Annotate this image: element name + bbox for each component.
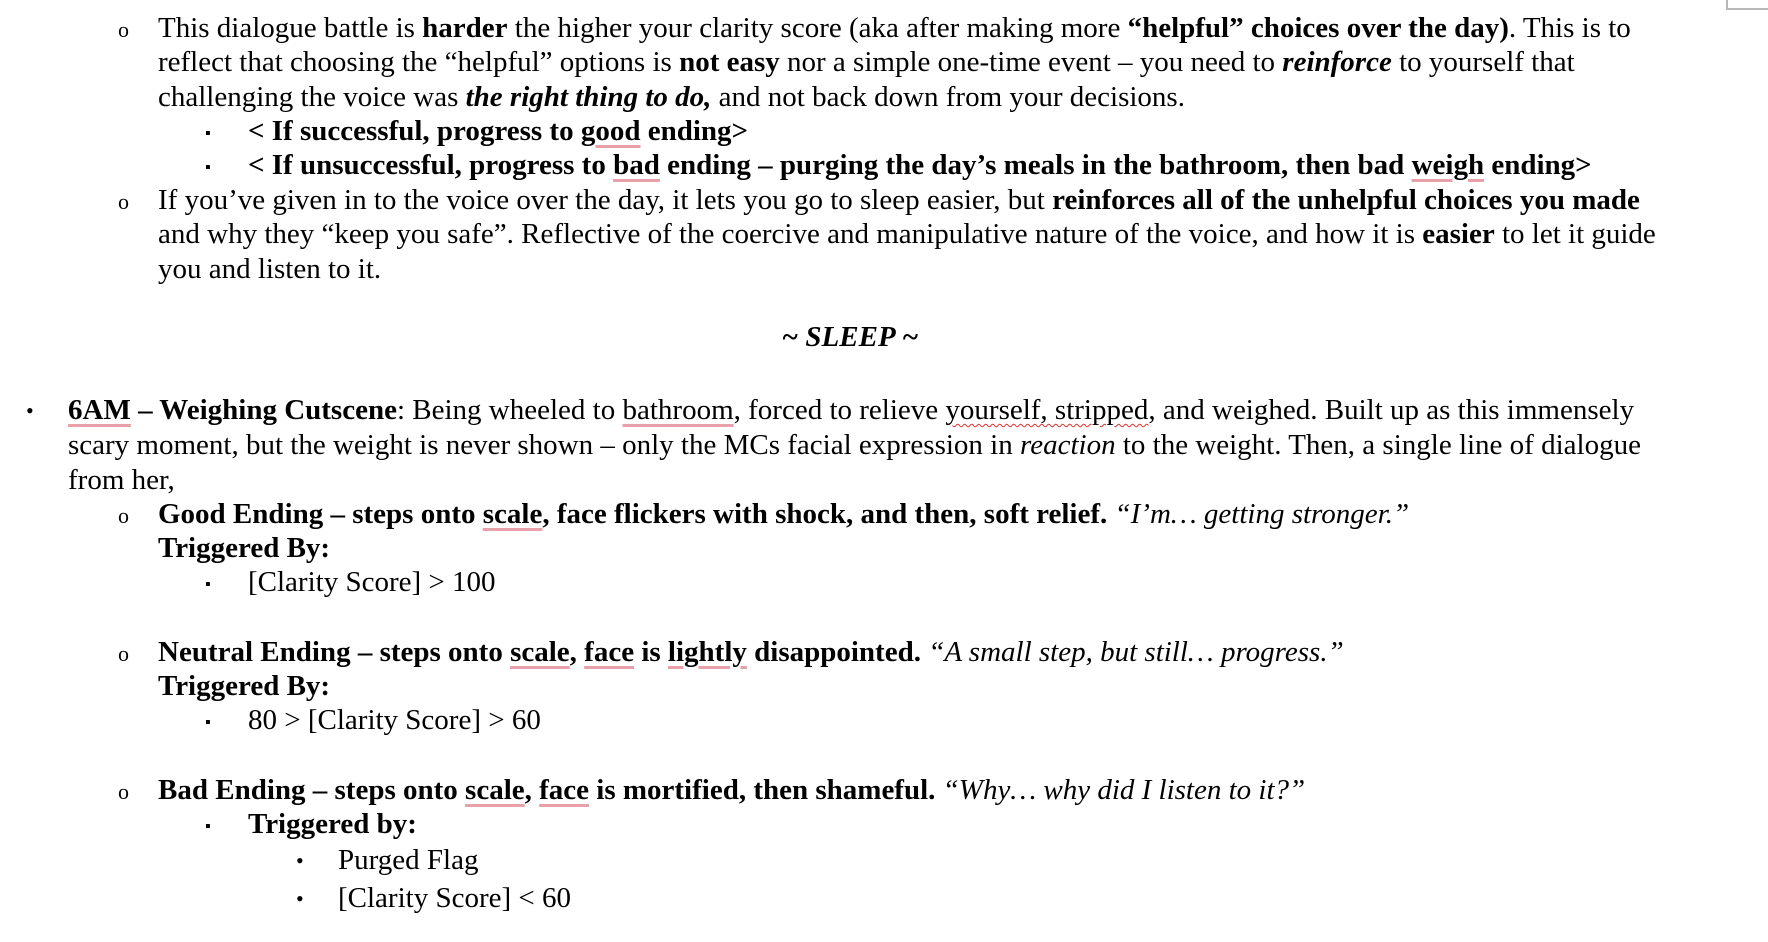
weighing-line-3 bbox=[68, 463, 175, 498]
bold-italic-text: reinforce bbox=[1282, 46, 1392, 78]
bold-text: Bad Ending – steps onto bbox=[158, 774, 466, 806]
bad-condition-clarity: [Clarity Score] < 60 bbox=[338, 882, 571, 914]
unsuccessful-outcome bbox=[248, 148, 1592, 183]
battle-line-2 bbox=[158, 45, 1575, 80]
grammar-flagged-word[interactable]: scale bbox=[482, 498, 543, 530]
good-triggered-label: Triggered By: bbox=[158, 532, 331, 564]
text: . This is to bbox=[1508, 12, 1631, 44]
text: reflect that choosing the “helpful” options is bbox=[158, 46, 680, 78]
bold-text: Good Ending – steps onto bbox=[158, 498, 483, 530]
text: , and weighed. Built up as this immensely bbox=[1148, 394, 1635, 426]
grammar-flagged-word[interactable]: bad bbox=[613, 149, 660, 181]
disc-bullet-icon: • bbox=[296, 848, 304, 873]
bold-text: , face flickers with shock, and then, soft relief. bbox=[542, 498, 1115, 530]
circle-bullet-icon: o bbox=[118, 189, 129, 214]
given-in-line-1 bbox=[158, 183, 1640, 218]
grammar-flagged-word[interactable]: bathroom bbox=[622, 394, 734, 426]
bold-text: , bbox=[569, 636, 585, 668]
bold-text: reinforces all of the unhelpful choices you made bbox=[1052, 184, 1640, 216]
bold-text: , bbox=[524, 774, 540, 806]
italic-text: reaction bbox=[1020, 429, 1116, 461]
text: from her, bbox=[68, 464, 175, 496]
good-condition: [Clarity Score] > 100 bbox=[248, 566, 496, 598]
weighing-line-1 bbox=[68, 393, 1634, 428]
text: you and listen to it. bbox=[158, 253, 382, 285]
grammar-flagged-word[interactable]: face bbox=[539, 774, 590, 806]
circle-bullet-icon: o bbox=[118, 17, 129, 42]
good-ending bbox=[158, 497, 1409, 532]
battle-line-1 bbox=[158, 11, 1631, 46]
bold-text: Neutral Ending – steps onto bbox=[158, 636, 511, 668]
text: to yourself that bbox=[1391, 46, 1575, 78]
neutral-ending bbox=[158, 635, 1344, 670]
text: , forced to relieve bbox=[733, 394, 946, 426]
bold-text: is mortified, then shameful. bbox=[589, 774, 943, 806]
text: ending> bbox=[1484, 149, 1592, 181]
bad-condition-purged: Purged Flag bbox=[338, 844, 479, 876]
bad-triggered-label: Triggered by: bbox=[248, 808, 417, 840]
dialogue-quote: “Why… why did I listen to it?” bbox=[942, 774, 1306, 806]
text: scary moment, but the weight is never shown – only the MCs facial expression in bbox=[68, 429, 1020, 461]
square-bullet-icon: ▪ bbox=[205, 818, 211, 835]
bold-italic-text: the right thing to do, bbox=[465, 81, 712, 113]
square-bullet-icon: ▪ bbox=[205, 125, 211, 142]
text: and why they “keep you safe”. Reflective of the coercive and manipulative nature of the voice, and how it is bbox=[158, 218, 1423, 250]
square-bullet-icon: ▪ bbox=[205, 714, 211, 731]
disc-bullet-icon: • bbox=[296, 886, 304, 911]
text: This dialogue battle is bbox=[158, 12, 423, 44]
given-in-line-2 bbox=[158, 217, 1656, 252]
dialogue-quote: “I’m… getting stronger.” bbox=[1114, 498, 1410, 530]
grammar-flagged-word[interactable]: scale bbox=[510, 636, 570, 668]
text: < If unsuccessful, progress to bbox=[248, 149, 614, 181]
bad-ending bbox=[158, 773, 1305, 808]
grammar-flagged-word[interactable]: good bbox=[580, 115, 641, 147]
text: ending> bbox=[640, 115, 749, 147]
circle-bullet-icon: o bbox=[118, 641, 129, 666]
circle-bullet-icon: o bbox=[118, 503, 129, 528]
text: and not back down from your decisions. bbox=[711, 81, 1185, 113]
text: : Being wheeled to bbox=[396, 394, 623, 426]
spelling-flagged-phrase[interactable]: yourself, stripped bbox=[945, 394, 1149, 426]
page-corner-marker bbox=[1726, 0, 1768, 10]
text: ending – purging the day’s meals in the bathroom, then bad bbox=[659, 149, 1412, 181]
text: challenging the voice was bbox=[158, 81, 466, 113]
bold-text: harder bbox=[422, 12, 508, 44]
square-bullet-icon: ▪ bbox=[205, 159, 211, 176]
bold-text: not easy bbox=[679, 46, 780, 78]
bold-text: – Weighing Cutscene bbox=[130, 394, 397, 426]
text: < If successful, progress to bbox=[248, 115, 581, 147]
text: nor a simple one-time event – you need to bbox=[779, 46, 1283, 78]
battle-line-3 bbox=[158, 80, 1185, 115]
weighing-line-2 bbox=[68, 428, 1641, 463]
bold-text: is bbox=[634, 636, 668, 668]
text: If you’ve given in to the voice over the day, it lets you go to sleep easier, but bbox=[158, 184, 1053, 216]
bold-text: “helpful” choices over the day) bbox=[1127, 12, 1509, 44]
given-in-line-3 bbox=[158, 252, 381, 287]
circle-bullet-icon: o bbox=[118, 779, 129, 804]
section-heading-sleep: ~ SLEEP ~ bbox=[781, 321, 919, 353]
successful-outcome bbox=[248, 114, 748, 149]
square-bullet-icon: ▪ bbox=[205, 576, 211, 593]
bold-text: easier bbox=[1422, 218, 1495, 250]
bold-text: disappointed. bbox=[746, 636, 929, 668]
disc-bullet-icon: • bbox=[26, 398, 34, 423]
neutral-triggered-label: Triggered By: bbox=[158, 670, 331, 702]
grammar-flagged-word[interactable]: face bbox=[584, 636, 635, 668]
grammar-flagged-word[interactable]: 6AM bbox=[68, 394, 131, 426]
grammar-flagged-word[interactable]: weigh bbox=[1411, 149, 1485, 181]
neutral-condition: 80 > [Clarity Score] > 60 bbox=[248, 704, 541, 736]
grammar-flagged-word[interactable]: lightly bbox=[667, 636, 747, 668]
dialogue-quote: “A small step, but still… progress.” bbox=[928, 636, 1344, 668]
text: the higher your clarity score (aka after making more bbox=[507, 12, 1128, 44]
text: to the weight. Then, a single line of dialogue bbox=[1115, 429, 1641, 461]
text: to let it guide bbox=[1494, 218, 1656, 250]
grammar-flagged-word[interactable]: scale bbox=[465, 774, 525, 806]
